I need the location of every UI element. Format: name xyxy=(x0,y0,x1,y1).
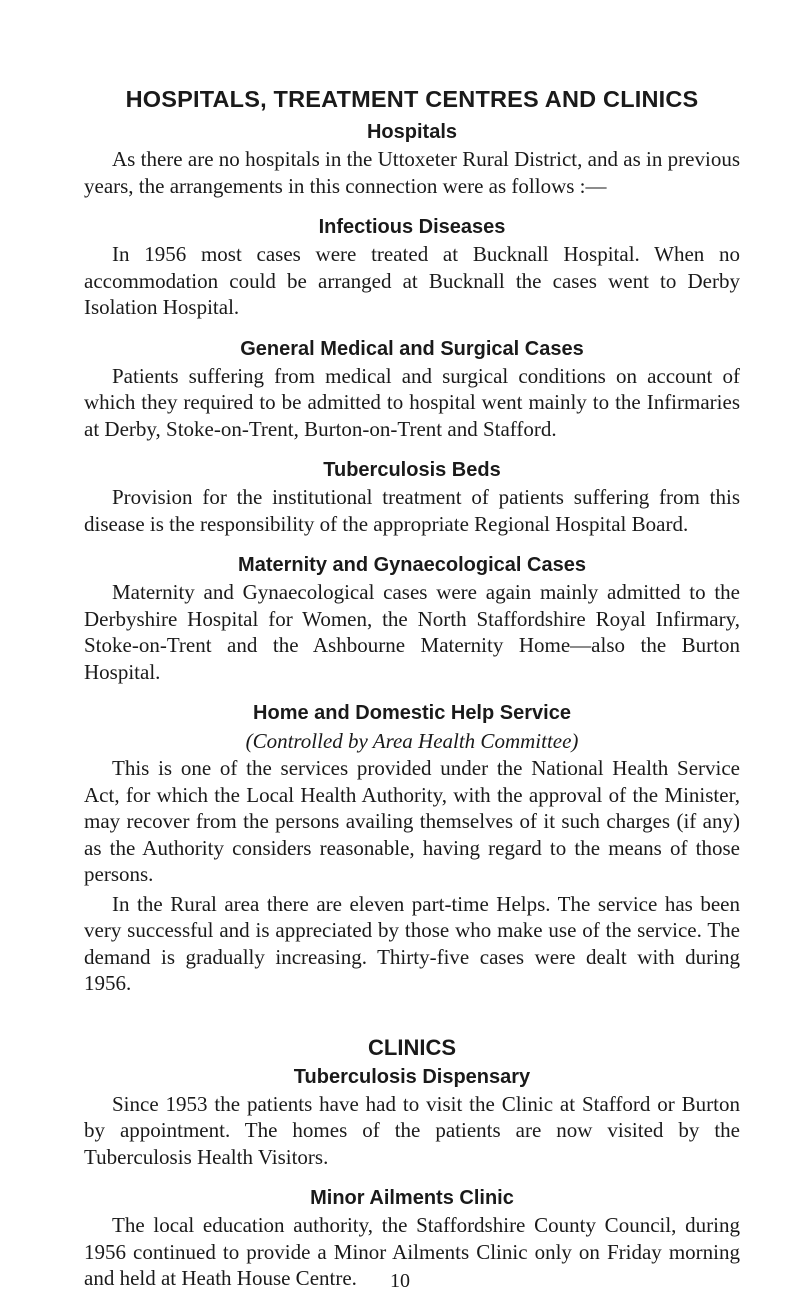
general-medical-paragraph: Patients suffering from medical and surgical conditions on account of which they required to be admitted to hospital went mainly to the Infirmaries at Derby, Stoke-on-Trent, Burton-on-Trent and Stafford. xyxy=(84,363,740,441)
page-title: HOSPITALS, TREATMENT CENTRES AND CLINICS xyxy=(125,86,699,112)
section-heading-infectious-diseases: Infectious Diseases xyxy=(318,216,506,238)
maternity-paragraph: Maternity and Gynaecological cases were again mainly admitted to the Derbyshire Hospital for Women, the North Staffordshire Royal Infirmary, Stoke-on-Trent and the Ashbourne Maternity Home—also the Burton Hospital. xyxy=(84,580,740,684)
section-heading-tuberculosis-beds: Tuberculosis Beds xyxy=(323,459,501,481)
section-heading-general-medical: General Medical and Surgical Cases xyxy=(240,337,584,360)
section-heading-hospitals: Hospitals xyxy=(366,121,458,143)
section-heading-maternity: Maternity and Gynaecological Cases xyxy=(238,554,586,576)
section-heading-tb-dispensary: Tuberculosis Dispensary xyxy=(293,1065,531,1088)
tuberculosis-beds-paragraph: Provision for the institutional treatment of patients suffering from this disease is the responsibility of the appropriate Regional Hospital Board. xyxy=(84,485,740,536)
minor-ailments-paragraph: The local education authority, the Staffordshire County Council, during 1956 continued to provide a Minor Ailments Clinic only on Friday morning and held at Heath House Centre. xyxy=(84,1213,740,1290)
page-number: 10 xyxy=(390,1270,410,1292)
home-help-paragraph-1: This is one of the services provided under the National Health Service Act, for which the Local Health Authority, with the approval of the Minister, may recover from the persons availing themselves of it such charges (if any) as the Authority considers reasonable, having regard to the means of those persons. xyxy=(84,756,740,886)
section-heading-home-help: Home and Domestic Help Service xyxy=(253,702,571,724)
home-help-subheading: (Controlled by Area Health Committee) xyxy=(245,729,579,753)
tb-dispensary-paragraph: Since 1953 the patients have had to visit the Clinic at Stafford or Burton by appointment. The homes of the patients are now visited by the Tuberculosis Health Visitors. xyxy=(84,1091,740,1169)
document-page xyxy=(84,84,740,1292)
infectious-diseases-paragraph: In 1956 most cases were treated at Bucknall Hospital. When no accommodation could be arranged at Bucknall the cases went to Derby Isolation Hospital. xyxy=(84,242,740,319)
home-help-paragraph-2: In the Rural area there are eleven part-time Helps. The service has been very successful and is appreciated by those who make use of the service. The demand is gradually increasing. Thirty-five cases were dealt with during 1956. xyxy=(84,891,740,995)
hospitals-paragraph: As there are no hospitals in the Uttoxeter Rural District, and as in previous years, the arrangements in this connection were as follows :— xyxy=(84,147,740,198)
section-heading-clinics: CLINICS xyxy=(368,1034,456,1060)
section-heading-minor-ailments: Minor Ailments Clinic xyxy=(310,1187,514,1209)
